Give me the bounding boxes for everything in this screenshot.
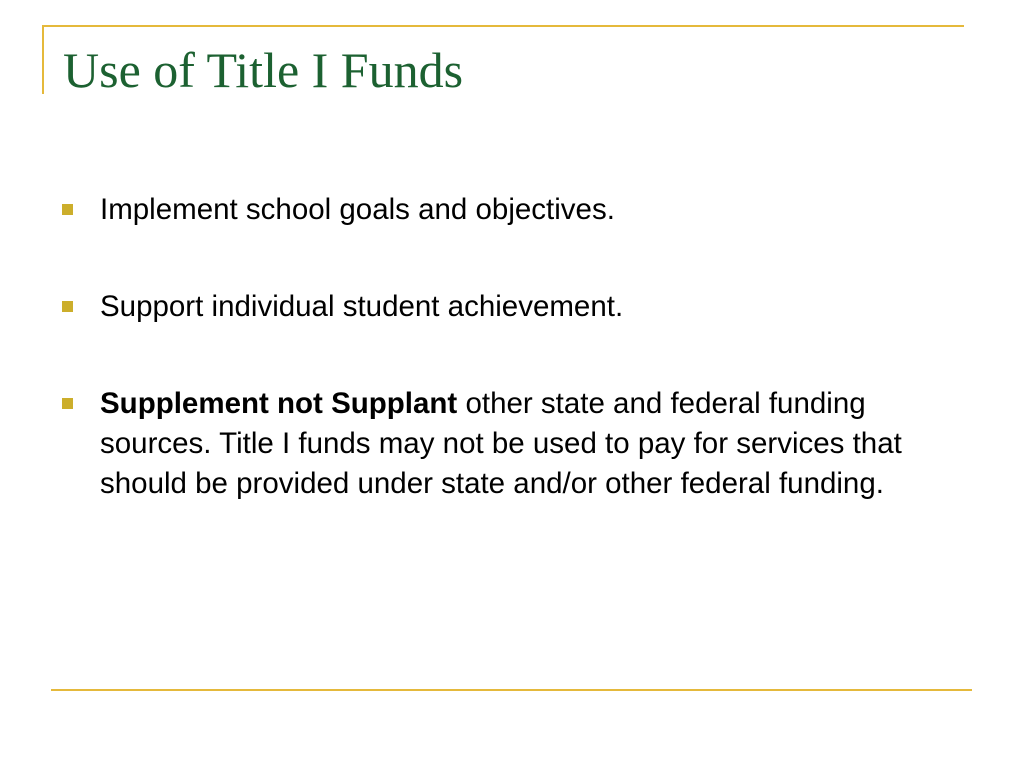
- bullet-list: [62, 190, 972, 561]
- bullet-text: other state and federal funding sources. Title I funds may not be used to pay for services that should be provided under state and/or other federal funding.: [100, 387, 902, 500]
- left-accent-line: [42, 25, 44, 94]
- square-bullet-icon: [62, 398, 73, 409]
- bullet-item-achievement: [62, 287, 972, 327]
- bullet-item-supplement: [62, 384, 972, 504]
- bullet-item-goals: [62, 190, 972, 230]
- slide-title: Use of Title I Funds: [63, 42, 464, 98]
- bullet-bold-text: Supplement not Supplant: [100, 387, 458, 420]
- bottom-accent-line: [51, 689, 972, 691]
- top-accent-line: [42, 25, 964, 27]
- bullet-text: Implement school goals and objectives.: [100, 193, 615, 226]
- bullet-text: Support individual student achievement.: [100, 290, 624, 323]
- square-bullet-icon: [62, 301, 73, 312]
- square-bullet-icon: [62, 204, 73, 215]
